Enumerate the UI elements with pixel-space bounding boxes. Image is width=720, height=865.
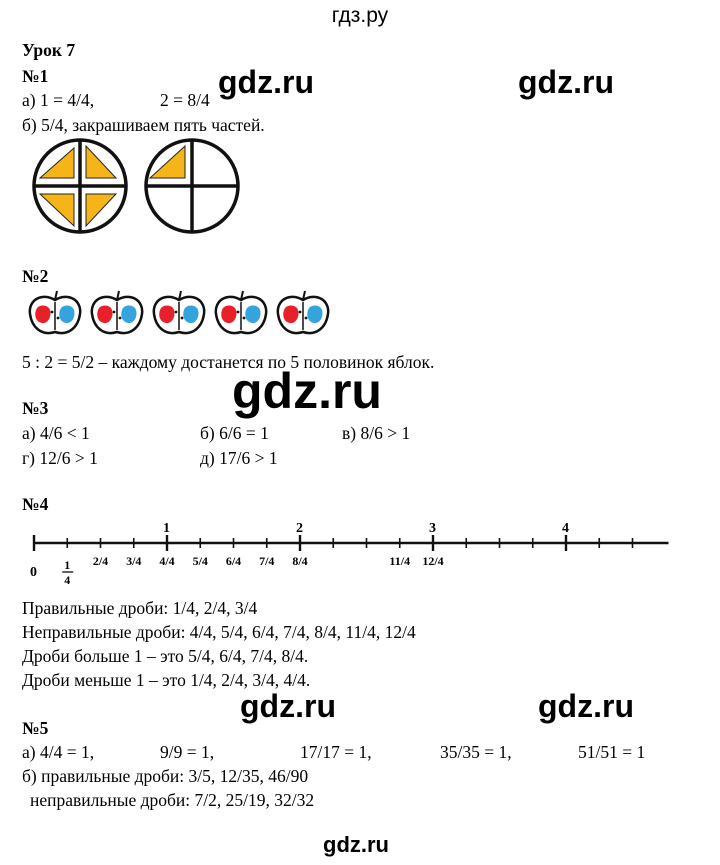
fraction-circles bbox=[30, 140, 250, 240]
quarter-numerator: 1 bbox=[64, 558, 71, 572]
tick-label-fraction: 6/4 bbox=[225, 554, 242, 568]
tick-label-fraction: 8/4 bbox=[292, 554, 308, 568]
task4-greater: Дроби больше 1 – это 5/4, 6/4, 7/4, 8/4. bbox=[22, 646, 309, 666]
tick-label-fraction: 3/4 bbox=[126, 554, 142, 568]
watermark: gdz.ru bbox=[518, 64, 614, 100]
circle-full bbox=[34, 140, 126, 232]
task3-v: в) 8/6 > 1 bbox=[342, 423, 411, 443]
task3-d: д) 17/6 > 1 bbox=[200, 448, 278, 468]
task5-a4: 35/35 = 1, bbox=[440, 742, 512, 762]
task2-number: №2 bbox=[22, 266, 49, 286]
tick-label-integer: 2 bbox=[296, 521, 303, 536]
task5-number: №5 bbox=[22, 718, 49, 738]
task2-answer: 5 : 2 = 5/2 – каждому достанется по 5 половинок яблок. bbox=[22, 352, 435, 372]
watermark: gdz.ru bbox=[218, 64, 314, 100]
task5-a5: 51/51 = 1 bbox=[578, 742, 646, 762]
apple-icon bbox=[30, 291, 80, 333]
quarter-denominator: 4 bbox=[64, 573, 71, 587]
tick-label-fraction: 5/4 bbox=[192, 554, 208, 568]
task4-less: Дроби меньше 1 – это 1/4, 2/4, 3/4, 4/4. bbox=[22, 670, 311, 690]
apple-icon bbox=[278, 291, 328, 333]
task1-number: №1 bbox=[22, 66, 49, 86]
tick-label-zero: 0 bbox=[30, 565, 37, 580]
task5-b-proper: б) правильные дроби: 3/5, 12/35, 46/90 bbox=[22, 766, 309, 786]
tick-label-integer: 3 bbox=[429, 521, 436, 536]
apple-icon bbox=[154, 291, 204, 333]
task4-proper: Правильные дроби: 1/4, 2/4, 3/4 bbox=[22, 598, 258, 618]
task5-a3: 17/17 = 1, bbox=[300, 742, 372, 762]
watermark: gdz.ru bbox=[240, 688, 336, 724]
task5-b-improper: неправильные дроби: 7/2, 25/19, 32/32 bbox=[30, 790, 315, 810]
tick-label-fraction: 11/4 bbox=[389, 554, 411, 568]
tick-label-fraction: 2/4 bbox=[92, 554, 109, 568]
tick-label-fraction: 12/4 bbox=[422, 554, 444, 568]
task4-improper: Неправильные дроби: 4/4, 5/4, 6/4, 7/4, 8/4, 11/4, 12/4 bbox=[22, 622, 416, 642]
task5-a2: 9/9 = 1, bbox=[160, 742, 215, 762]
apples-row bbox=[28, 290, 338, 340]
task3-number: №3 bbox=[22, 398, 49, 418]
task3-g: г) 12/6 > 1 bbox=[22, 448, 98, 468]
task1-line-b: б) 5/4, закрашиваем пять частей. bbox=[22, 115, 265, 135]
tick-label-integer: 4 bbox=[562, 521, 569, 536]
task1-line-a-2: 2 = 8/4 bbox=[160, 90, 210, 110]
watermark: gdz.ru bbox=[232, 363, 382, 419]
apple-icon bbox=[216, 291, 266, 333]
apple-icon bbox=[92, 291, 142, 333]
task3-b: б) 6/6 = 1 bbox=[200, 423, 269, 443]
tick-label-fraction: 7/4 bbox=[259, 554, 275, 568]
footer-watermark: gdz.ru bbox=[323, 832, 389, 857]
lesson-title: Урок 7 bbox=[22, 40, 76, 60]
number-line bbox=[0, 512, 720, 592]
task5-a1: а) 4/4 = 1, bbox=[22, 742, 95, 762]
watermark: gdz.ru bbox=[538, 688, 634, 724]
task4-number: №4 bbox=[22, 494, 49, 514]
task3-a: а) 4/6 < 1 bbox=[22, 423, 90, 443]
tick-label-integer: 1 bbox=[163, 521, 170, 536]
tick-label-fraction: 4/4 bbox=[159, 554, 175, 568]
circle-one-quarter bbox=[146, 140, 238, 232]
site-header: гдз.ру bbox=[331, 4, 389, 27]
task1-line-a-1: а) 1 = 4/4, bbox=[22, 90, 95, 110]
